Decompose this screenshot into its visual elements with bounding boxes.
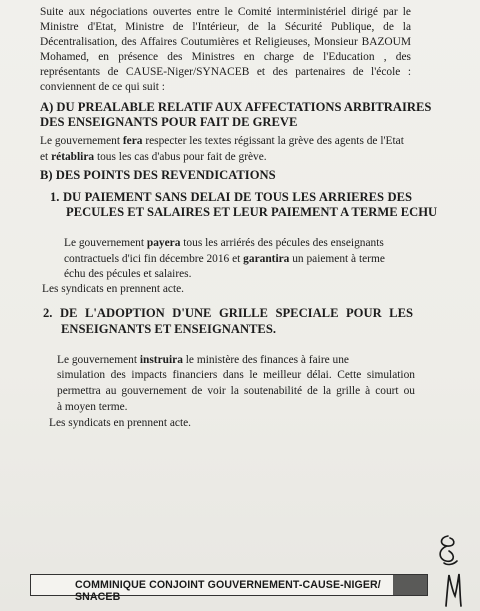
intro-line-3: Décentralisation, des Affaires Coutumières et Religieuses, Monsieur BAZOUM <box>40 36 411 48</box>
point-2-line-3: permettra au gouvernement de voir la soutenabilité de la grille à court ou <box>57 385 415 397</box>
point-2-line-1: Le gouvernement instruira le ministère des finances à faire une <box>57 354 349 366</box>
intro-line-1: Suite aux négociations ouvertes entre le Comité interministériel dirigé par le <box>40 6 411 18</box>
point-2-title-2: ENSEIGNANTS ET ENSEIGNANTES. <box>61 322 276 336</box>
signature-initial-top <box>430 533 466 569</box>
intro-line-6: conviennent de ce qui suit : <box>40 81 165 93</box>
footer-bar <box>30 574 428 603</box>
signature-initial-bottom <box>440 572 466 608</box>
section-a-line-2: et rétablira tous les cas d'abus pour fait de grève. <box>40 151 267 163</box>
point-1-line-1: Le gouvernement payera tous les arriérés des pécules des enseignants <box>64 237 384 249</box>
point-1-line-2: contractuels d'ici fin décembre 2016 et garantira un paiement à terme <box>64 253 385 265</box>
section-a-title-2: DES ENSEIGNANTS POUR FAIT DE GREVE <box>40 115 298 129</box>
point-2-line-4: à moyen terme. <box>57 401 128 413</box>
intro-line-2: Ministre d'Etat, Ministre de l'Intérieur, de la Sécurité Publique, de la <box>40 21 411 33</box>
intro-line-5: représentants de CAUSE-Niger/SYNACEB et des partenaires de l'école : <box>40 66 411 78</box>
point-2-line-2: simulation des impacts financiers dans le meilleur délai. Cette simulation <box>57 369 415 381</box>
section-a-line-1: Le gouvernement fera respecter les textes régissant la grève des agents de l'Etat <box>40 135 404 147</box>
point-2-title-1: 2. DE L'ADOPTION D'UNE GRILLE SPECIALE POUR LES <box>43 306 413 320</box>
point-1-title-2: PECULES ET SALAIRES ET LEUR PAIEMENT A TERME ECHU <box>66 205 438 219</box>
point-2-line-5: Les syndicats en prennent acte. <box>49 417 192 429</box>
point-1-line-3: échu des pécules et salaires. <box>64 268 192 280</box>
footer-text: COMMINIQUE CONJOINT GOUVERNEMENT-CAUSE-NIGER/ SNACEB <box>75 579 381 603</box>
point-1-line-4: Les syndicats en prennent acte. <box>42 283 185 295</box>
point-1-title-1: 1. DU PAIEMENT SANS DELAI DE TOUS LES ARRIERES DES <box>50 190 412 204</box>
intro-line-4: Mohamed, en présence des Ministres en charge de l'Education , des <box>40 51 411 63</box>
footer-dark-block <box>393 575 427 595</box>
section-b-title: B) DES POINTS DES REVENDICATIONS <box>40 168 276 182</box>
section-a-title-1: A) DU PREALABLE RELATIF AUX AFFECTATIONS ARBITRAIRES <box>40 100 432 114</box>
